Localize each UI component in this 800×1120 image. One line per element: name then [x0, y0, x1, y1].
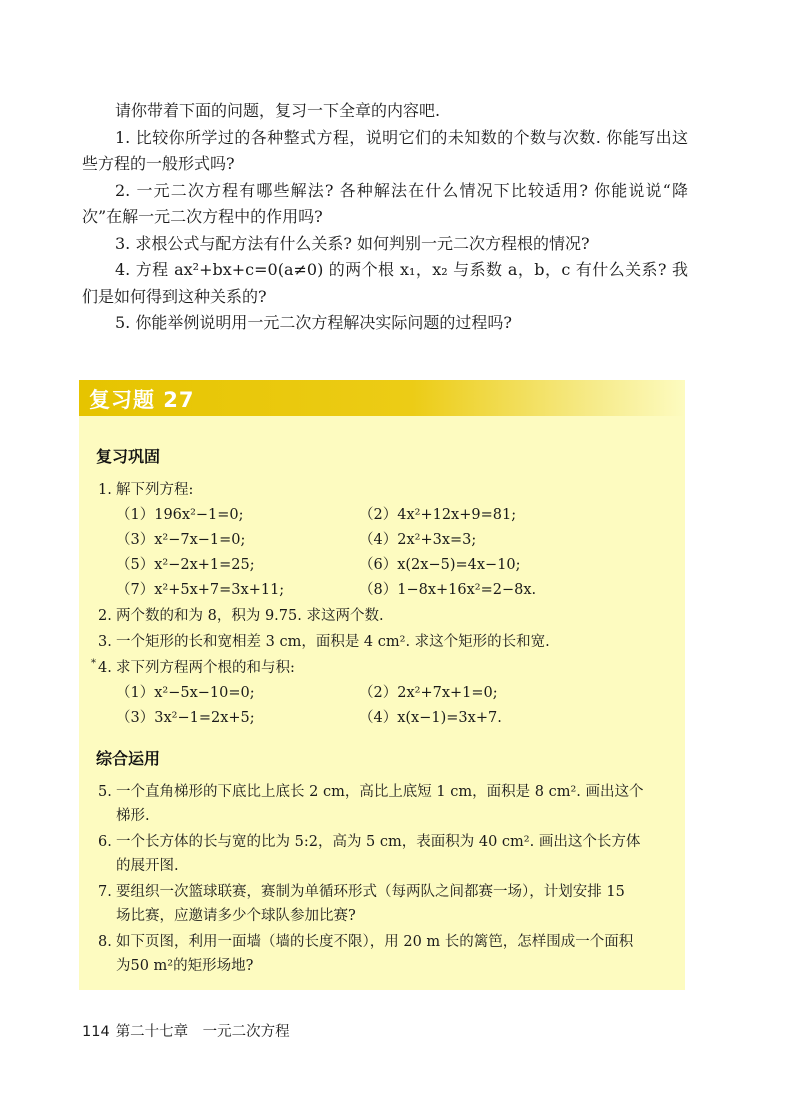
- page-number: 114: [82, 1024, 110, 1040]
- review-title: 复习题 27: [89, 388, 195, 412]
- review-question-1: 1. 比较你所学过的各种整式方程，说明它们的未知数的个数与次数. 你能写出这些方程的一般形式吗?: [82, 127, 688, 173]
- section-heading-application: 综合运用: [96, 749, 161, 768]
- intro-lead: 请你带着下面的问题，复习一下全章的内容吧.: [115, 101, 441, 120]
- chapter-review-questions: [82, 98, 688, 337]
- review-header-banner: [79, 380, 685, 416]
- exercise-1-item: （5）x²−2x+1=25;: [116, 557, 255, 573]
- exercise-1-item: （4）2x²+3x=3;: [359, 532, 477, 548]
- exercise-4-item: （2）2x²+7x+1=0;: [359, 685, 498, 701]
- page-footer: [82, 1020, 290, 1041]
- exercise-4-item: （1）x²−5x−10=0;: [116, 685, 255, 701]
- review-exercises-box: 复习题 27 复习巩固 1. 解下列方程: （1）196x²−1=0; （2）4x²+12x+9=81; （3）x²−7x−1=0; （4）2x²+3x=3; （5）x²−2x+1=25; （6）x(2x−5)=4x−10; （7）x²+5x+7=3x+11; （8）1−8x+16x²=2−8x. 2. 两个数的和为 8，积为 9.75. 求这两个数. 3. 一个矩形的长和宽相差 3 cm，面积是 4 cm². 求这个矩形的长和宽. * 4. 求下列方程两个根的和与积: （1）x²−5x−10=0; （2）2x²+7x+1=0; （3）3x²−1=2x+5; （4）x(x−1)=3x+7. 综合运用 5. 一个直角梯形的下底比上底长 2 cm，高比上底短 1 cm，面积是 8 cm². 画出这个 梯形. 6. 一个长方体的长与宽的比为 5:2，高为 5 cm，表面积为 40 cm². 画出这个长方体 的展开图. 7. 要组织一次篮球联赛，赛制为单循环形式（每两队之间都赛一场），计划安排 15 场比赛，应邀请多少个球队参加比赛? 8. 如下页图，利用一面墙（墙的长度不限），用 20 m 长的篱笆，怎样围成一个面积 为50 m²的矩形场地?: [79, 380, 685, 990]
- review-question-4: 4. 方程 ax²+bx+c=0(a≠0) 的两个根 x₁，x₂ 与系数 a，b，c 有什么关系? 我们是如何得到这种关系的?: [82, 260, 688, 306]
- exercise-1-item: （7）x²+5x+7=3x+11;: [116, 582, 285, 598]
- exercise-1-item: （8）1−8x+16x²=2−8x.: [359, 582, 537, 598]
- exercise-1-item: （1）196x²−1=0;: [116, 507, 244, 523]
- exercise-1-item: （3）x²−7x−1=0;: [116, 532, 246, 548]
- review-question-5: 5. 你能举例说明用一元二次方程解决实际问题的过程吗?: [115, 313, 512, 332]
- optional-star-mark: *: [91, 658, 96, 669]
- review-question-3: 3. 求根公式与配方法有什么关系? 如何判别一元二次方程根的情况?: [115, 233, 590, 253]
- exercise-1-item: （6）x(2x−5)=4x−10;: [359, 557, 521, 573]
- exercise-4-item: （4）x(x−1)=3x+7.: [359, 710, 502, 726]
- section-heading-consolidate: 复习巩固: [96, 447, 161, 466]
- chapter-title: 第二十七章 一元二次方程: [115, 1024, 290, 1040]
- exercise-1-item: （2）4x²+12x+9=81;: [359, 507, 517, 523]
- review-question-2: 2. 一元二次方程有哪些解法? 各种解法在什么情况下比较适用? 你能说说“降次”在解一元二次方程中的作用吗?: [82, 180, 688, 226]
- exercise-4-item: （3）3x²−1=2x+5;: [116, 710, 255, 726]
